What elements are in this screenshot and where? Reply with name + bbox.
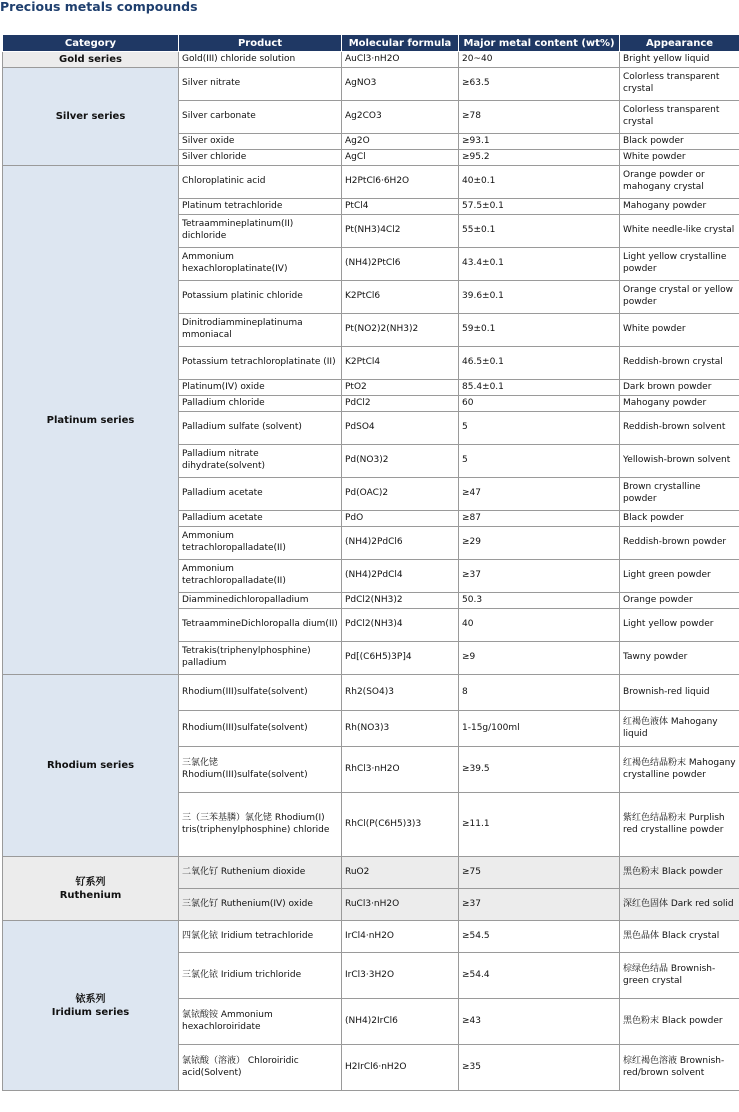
content-cell: 40±0.1 bbox=[459, 166, 620, 199]
formula-cell: Ag2O bbox=[342, 134, 459, 150]
content-cell: ≥95.2 bbox=[459, 150, 620, 166]
formula-cell: (NH4)2PdCl4 bbox=[342, 560, 459, 593]
appearance-cell: 红褐色结晶粉末 Mahogany crystalline powder bbox=[620, 747, 739, 793]
content-cell: 20~40 bbox=[459, 52, 620, 68]
appearance-cell: Light green powder bbox=[620, 560, 739, 593]
header-category: Category bbox=[3, 35, 179, 52]
formula-cell: PdCl2(NH3)4 bbox=[342, 609, 459, 642]
category-label: Rhodium series bbox=[46, 760, 135, 771]
appearance-cell: Colorless transparent crystal bbox=[620, 101, 739, 134]
appearance-cell: White needle-like crystal bbox=[620, 215, 739, 248]
category-cell bbox=[3, 52, 179, 68]
category-label: Iridium series bbox=[51, 1006, 130, 1018]
content-cell: ≥11.1 bbox=[459, 793, 620, 857]
product-cell: 三（三苯基膦）氯化铑 Rhodium(I) tris(triphenylphosphine) chloride bbox=[179, 793, 342, 857]
formula-cell: K2PtCl6 bbox=[342, 281, 459, 314]
header-content: Major metal content (wt%) bbox=[459, 35, 620, 52]
table-row bbox=[3, 68, 739, 101]
content-cell: ≥78 bbox=[459, 101, 620, 134]
appearance-cell: 黑色粉末 Black powder bbox=[620, 999, 739, 1045]
appearance-cell: White powder bbox=[620, 314, 739, 347]
formula-cell: H2PtCl6·6H2O bbox=[342, 166, 459, 199]
content-cell: ≥87 bbox=[459, 511, 620, 527]
category-label: 钌系列 bbox=[75, 876, 106, 888]
formula-cell: RhCl3·nH2O bbox=[342, 747, 459, 793]
product-cell: Platinum tetrachloride bbox=[179, 199, 342, 215]
category-label: Platinum series bbox=[46, 414, 135, 426]
content-cell: ≥54.5 bbox=[459, 921, 620, 953]
product-cell: 三氯化铱 Iridium trichloride bbox=[179, 953, 342, 999]
appearance-cell: Light yellow powder bbox=[620, 609, 739, 642]
formula-cell: AuCl3·nH2O bbox=[342, 52, 459, 68]
content-cell: 85.4±0.1 bbox=[459, 380, 620, 396]
formula-cell: Pt(NH3)4Cl2 bbox=[342, 215, 459, 248]
compounds-table bbox=[2, 34, 739, 1091]
table-row bbox=[3, 675, 739, 711]
formula-cell: Ag2CO3 bbox=[342, 101, 459, 134]
product-cell: Dinitrodiammineplatinuma mmoniacal bbox=[179, 314, 342, 347]
content-cell: 5 bbox=[459, 445, 620, 478]
content-cell: ≥43 bbox=[459, 999, 620, 1045]
product-cell: 氯铱酸（溶液） Chloroiridic acid(Solvent) bbox=[179, 1045, 342, 1091]
content-cell: ≥63.5 bbox=[459, 68, 620, 101]
product-cell: Palladium sulfate (solvent) bbox=[179, 412, 342, 445]
product-cell: Gold(III) chloride solution bbox=[179, 52, 342, 68]
formula-cell: AgCl bbox=[342, 150, 459, 166]
product-cell: Rhodium(III)sulfate(solvent) bbox=[179, 675, 342, 711]
appearance-cell: 黑色晶体 Black crystal bbox=[620, 921, 739, 953]
formula-cell: IrCl4·nH2O bbox=[342, 921, 459, 953]
appearance-cell: 深红色固体 Dark red solid bbox=[620, 889, 739, 921]
formula-cell: RhCl(P(C6H5)3)3 bbox=[342, 793, 459, 857]
header-appearance: Appearance bbox=[620, 35, 739, 52]
content-cell: ≥37 bbox=[459, 560, 620, 593]
formula-cell: K2PtCl4 bbox=[342, 347, 459, 380]
content-cell: ≥37 bbox=[459, 889, 620, 921]
formula-cell: (NH4)2IrCl6 bbox=[342, 999, 459, 1045]
category-label: Ruthenium bbox=[59, 889, 122, 901]
content-cell: ≥54.4 bbox=[459, 953, 620, 999]
formula-cell: RuCl3·nH2O bbox=[342, 889, 459, 921]
appearance-cell: Dark brown powder bbox=[620, 380, 739, 396]
product-cell: Platinum(IV) oxide bbox=[179, 380, 342, 396]
appearance-cell: Colorless transparent crystal bbox=[620, 68, 739, 101]
category-cell bbox=[3, 675, 179, 857]
product-cell: Chloroplatinic acid bbox=[179, 166, 342, 199]
appearance-cell: Brownish-red liquid bbox=[620, 675, 739, 711]
table-row bbox=[3, 52, 739, 68]
appearance-cell: White powder bbox=[620, 150, 739, 166]
table-row bbox=[3, 857, 739, 889]
appearance-cell: Reddish-brown crystal bbox=[620, 347, 739, 380]
content-cell: 46.5±0.1 bbox=[459, 347, 620, 380]
formula-cell: (NH4)2PdCl6 bbox=[342, 527, 459, 560]
formula-cell: RuO2 bbox=[342, 857, 459, 889]
product-cell: Palladium acetate bbox=[179, 478, 342, 511]
product-cell: Tetraammineplatinum(II) dichloride bbox=[179, 215, 342, 248]
content-cell: 50.3 bbox=[459, 593, 620, 609]
header-row bbox=[3, 35, 739, 52]
formula-cell: Pd(NO3)2 bbox=[342, 445, 459, 478]
content-cell: 1-15g/100ml bbox=[459, 711, 620, 747]
appearance-cell: Bright yellow liquid bbox=[620, 52, 739, 68]
appearance-cell: 黑色粉末 Black powder bbox=[620, 857, 739, 889]
appearance-cell: 紫红色结晶粉末 Purplish red crystalline powder bbox=[620, 793, 739, 857]
content-cell: 57.5±0.1 bbox=[459, 199, 620, 215]
product-cell: 四氯化铱 Iridium tetrachloride bbox=[179, 921, 342, 953]
product-cell: 氯铱酸铵 Ammonium hexachloroiridate bbox=[179, 999, 342, 1045]
product-cell: Palladium nitrate dihydrate(solvent) bbox=[179, 445, 342, 478]
product-cell: Tetrakis(triphenylphosphine) palladium bbox=[179, 642, 342, 675]
product-cell: Palladium acetate bbox=[179, 511, 342, 527]
product-cell: Ammonium hexachloroplatinate(IV) bbox=[179, 248, 342, 281]
formula-cell: IrCl3·3H2O bbox=[342, 953, 459, 999]
category-cell bbox=[3, 166, 179, 675]
appearance-cell: Black powder bbox=[620, 134, 739, 150]
category-label: Gold series bbox=[59, 54, 122, 65]
content-cell: 5 bbox=[459, 412, 620, 445]
table-row bbox=[3, 166, 739, 199]
formula-cell: AgNO3 bbox=[342, 68, 459, 101]
category-cell bbox=[3, 921, 179, 1091]
content-cell: ≥9 bbox=[459, 642, 620, 675]
appearance-cell: Reddish-brown solvent bbox=[620, 412, 739, 445]
product-cell: TetraammineDichloropalla dium(II) bbox=[179, 609, 342, 642]
product-cell: Potassium tetrachloroplatinate (II) bbox=[179, 347, 342, 380]
formula-cell: PtCl4 bbox=[342, 199, 459, 215]
formula-cell: PdO bbox=[342, 511, 459, 527]
formula-cell: PtO2 bbox=[342, 380, 459, 396]
appearance-cell: Reddish-brown powder bbox=[620, 527, 739, 560]
product-cell: Silver nitrate bbox=[179, 68, 342, 101]
table-row bbox=[3, 921, 739, 953]
product-cell: Potassium platinic chloride bbox=[179, 281, 342, 314]
product-cell: Silver carbonate bbox=[179, 101, 342, 134]
category-cell bbox=[3, 68, 179, 166]
header-product: Product bbox=[179, 35, 342, 52]
page-title: Precious metals compounds bbox=[0, 0, 198, 14]
product-cell: Rhodium(III)sulfate(solvent) bbox=[179, 711, 342, 747]
appearance-cell: 棕绿色结晶 Brownish-green crystal bbox=[620, 953, 739, 999]
formula-cell: (NH4)2PtCl6 bbox=[342, 248, 459, 281]
content-cell: 43.4±0.1 bbox=[459, 248, 620, 281]
appearance-cell: Brown crystalline powder bbox=[620, 478, 739, 511]
appearance-cell: Light yellow crystalline powder bbox=[620, 248, 739, 281]
content-cell: ≥75 bbox=[459, 857, 620, 889]
category-label: 铱系列 bbox=[75, 993, 106, 1005]
table-body bbox=[3, 52, 739, 1091]
appearance-cell: 棕红褐色溶液 Brownish-red/brown solvent bbox=[620, 1045, 739, 1091]
product-cell: 二氧化钌 Ruthenium dioxide bbox=[179, 857, 342, 889]
appearance-cell: Mahogany powder bbox=[620, 199, 739, 215]
formula-cell: H2IrCl6·nH2O bbox=[342, 1045, 459, 1091]
formula-cell: Rh(NO3)3 bbox=[342, 711, 459, 747]
formula-cell: Pd(OAC)2 bbox=[342, 478, 459, 511]
content-cell: ≥35 bbox=[459, 1045, 620, 1091]
appearance-cell: Black powder bbox=[620, 511, 739, 527]
content-cell: ≥39.5 bbox=[459, 747, 620, 793]
appearance-cell: Mahogany powder bbox=[620, 396, 739, 412]
product-cell: 三氯化钌 Ruthenium(IV) oxide bbox=[179, 889, 342, 921]
content-cell: 55±0.1 bbox=[459, 215, 620, 248]
category-label: Silver series bbox=[55, 111, 126, 122]
appearance-cell: Orange powder bbox=[620, 593, 739, 609]
formula-cell: Rh2(SO4)3 bbox=[342, 675, 459, 711]
formula-cell: PdSO4 bbox=[342, 412, 459, 445]
product-cell: Palladium chloride bbox=[179, 396, 342, 412]
content-cell: 8 bbox=[459, 675, 620, 711]
content-cell: ≥29 bbox=[459, 527, 620, 560]
product-cell: Ammonium tetrachloropalladate(II) bbox=[179, 527, 342, 560]
product-cell: Ammonium tetrachloropalladate(II) bbox=[179, 560, 342, 593]
appearance-cell: Orange powder or mahogany crystal bbox=[620, 166, 739, 199]
content-cell: 40 bbox=[459, 609, 620, 642]
product-cell: Silver oxide bbox=[179, 134, 342, 150]
appearance-cell: Orange crystal or yellow powder bbox=[620, 281, 739, 314]
appearance-cell: 红褐色液体 Mahogany liquid bbox=[620, 711, 739, 747]
formula-cell: Pt(NO2)2(NH3)2 bbox=[342, 314, 459, 347]
content-cell: 59±0.1 bbox=[459, 314, 620, 347]
header-formula: Molecular formula bbox=[342, 35, 459, 52]
appearance-cell: Yellowish-brown solvent bbox=[620, 445, 739, 478]
appearance-cell: Tawny powder bbox=[620, 642, 739, 675]
category-cell bbox=[3, 857, 179, 921]
formula-cell: Pd[(C6H5)3P]4 bbox=[342, 642, 459, 675]
formula-cell: PdCl2(NH3)2 bbox=[342, 593, 459, 609]
product-cell: Silver chloride bbox=[179, 150, 342, 166]
content-cell: 60 bbox=[459, 396, 620, 412]
content-cell: ≥47 bbox=[459, 478, 620, 511]
content-cell: ≥93.1 bbox=[459, 134, 620, 150]
product-cell: Diamminedichloropalladium bbox=[179, 593, 342, 609]
content-cell: 39.6±0.1 bbox=[459, 281, 620, 314]
product-cell: 三氯化铑 Rhodium(III)sulfate(solvent) bbox=[179, 747, 342, 793]
formula-cell: PdCl2 bbox=[342, 396, 459, 412]
